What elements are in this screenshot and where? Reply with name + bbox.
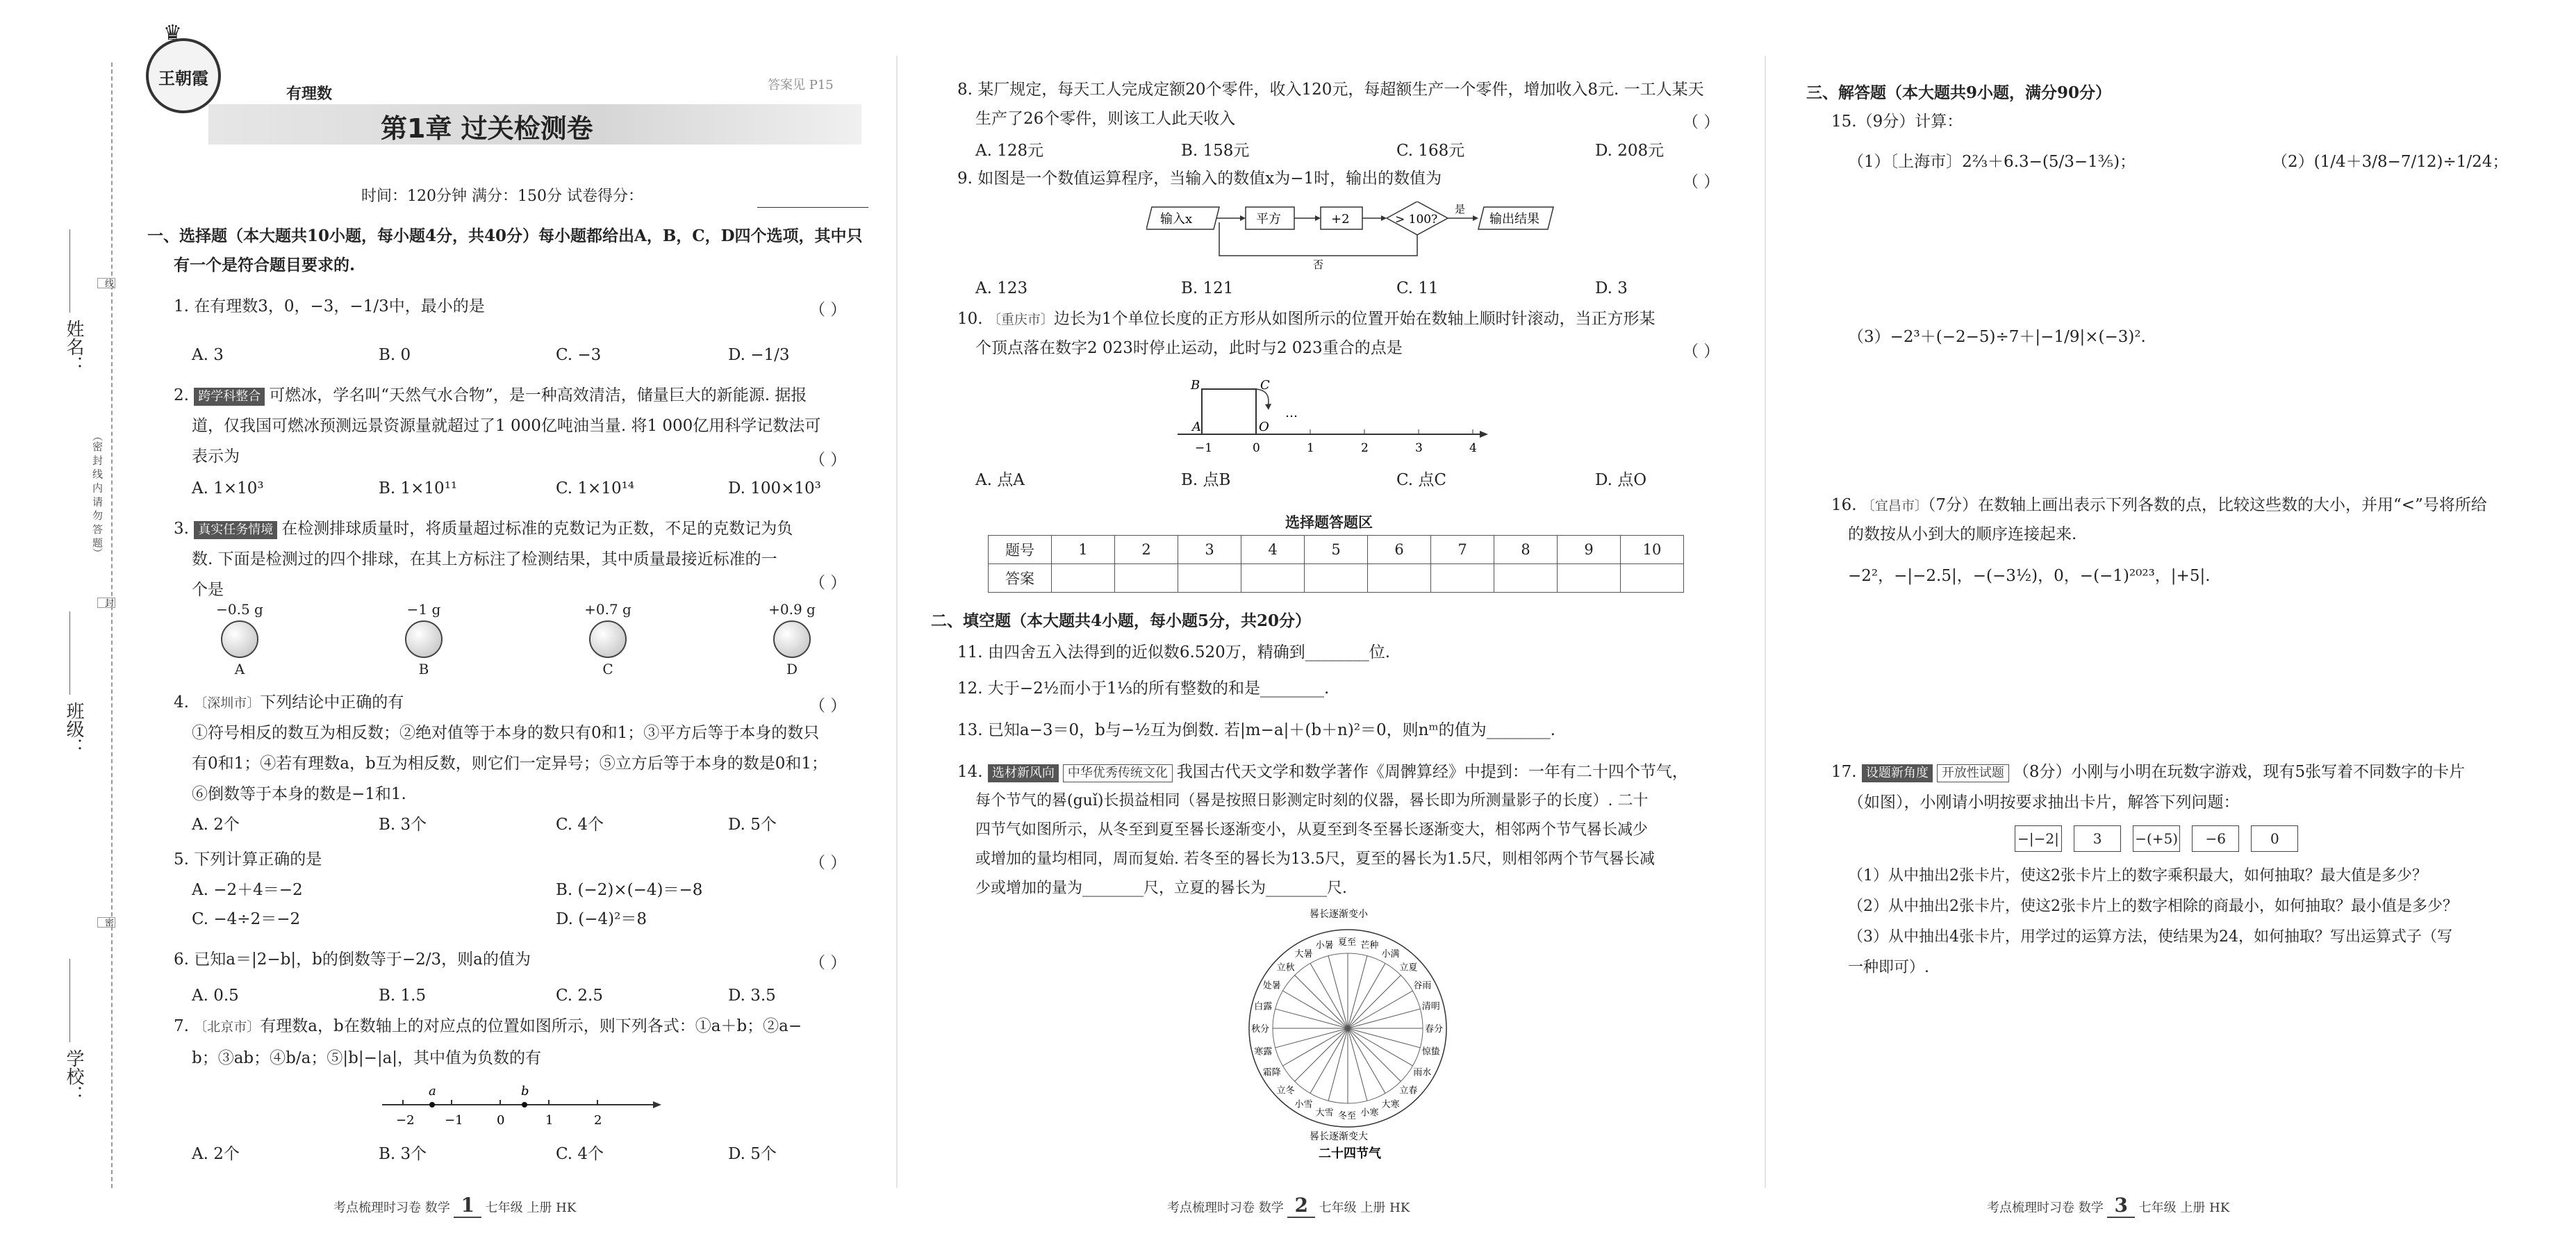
page-3-footer (1987, 1194, 2229, 1217)
q16-text-1: （7分）在数轴上画出表示下列各数的点，比较这些数的大小，并用“<”号将所给 (1927, 496, 2487, 514)
answer-cell[interactable] (1558, 564, 1621, 593)
answer-table-header-row (989, 536, 1684, 564)
seal-mark-mi: 密 (97, 917, 115, 928)
q4-line-3: ⑥倒数等于本身的数是−1和1. (192, 785, 406, 803)
page-2-footer (1167, 1194, 1410, 1217)
axis-tick-label: 0 (497, 1113, 505, 1128)
table-cell: 5 (1305, 536, 1368, 564)
q17-sub-3: （3）从中抽出4张卡片，用学过的运算方法，使结果为24，如何抽取？写出运算式子（写 (1848, 928, 2452, 946)
q15-part-2[interactable]: （2）(1/4＋3/8−7/12)÷1/24； (2272, 153, 2509, 171)
wheel-spoke (1275, 1028, 1348, 1048)
seal-mark-feng: 封 (97, 598, 115, 608)
ball-c-weight: +0.7 g (584, 601, 631, 618)
table-cell: 题号 (989, 536, 1052, 564)
q9-option-c[interactable]: C. 11 (1396, 279, 1439, 297)
logo-text: 王朝霞 (158, 68, 208, 88)
section-1-heading-2: 有一个是符合题目要求的. (174, 256, 356, 274)
table-cell: 2 (1115, 536, 1178, 564)
axis-tick-label: 2 (1361, 441, 1369, 455)
solar-term-label: 霜降 (1262, 1067, 1281, 1078)
section-2-heading: 二、填空题（本大题共4小题，每小题5分，共20分） (931, 611, 1312, 630)
q7-line-2: b；③ab；④b/a；⑤|b|−|a|，其中值为负数的有 (192, 1049, 542, 1067)
q10-option-d[interactable]: D. 点O (1595, 471, 1647, 489)
solar-term-label: 雨水 (1413, 1067, 1432, 1078)
solar-term-label: 小满 (1381, 948, 1400, 960)
footer-right: 七年级 上册 HK (485, 1201, 577, 1215)
q1-option-b[interactable]: B. 0 (379, 346, 411, 364)
q14-tag-1: 选材新风向 (988, 764, 1059, 782)
wheel-spoke (1328, 1028, 1348, 1101)
q3-text-1: 在检测排球质量时，将质量超过标准的克数记为正数，不足的克数记为负 (281, 520, 793, 538)
solar-term-label: 夏至 (1338, 937, 1357, 948)
wheel-spoke (1348, 1028, 1413, 1066)
q5-option-c[interactable]: C. −4÷2＝−2 (192, 910, 301, 928)
solar-term-label: 大暑 (1294, 948, 1313, 960)
wheel-spokes (1273, 953, 1423, 1103)
q4-answer-paren[interactable]: （ ） (809, 697, 847, 715)
q8-option-c[interactable]: C. 168元 (1396, 142, 1465, 160)
solar-term-label: 立春 (1399, 1085, 1418, 1096)
flow-output: 输出结果 (1489, 212, 1539, 227)
ball-d-label: D (786, 661, 798, 677)
q17-sub-4: 一种即可）. (1848, 959, 1929, 976)
answer-cell[interactable] (1621, 564, 1684, 593)
q10-option-b[interactable]: B. 点B (1181, 471, 1231, 489)
table-cell: 3 (1178, 536, 1241, 564)
q9-option-b[interactable]: B. 121 (1181, 279, 1234, 297)
footer-left: 考点梳理时习卷 数学 (333, 1201, 450, 1215)
q17-line-1: 17. 设题新角度 开放性试题 （8分）小刚与小明在玩数字游戏，现有5张写着不同数字的卡片 (1831, 763, 2466, 781)
q9-option-a[interactable]: A. 123 (975, 279, 1028, 297)
page-divider (1765, 56, 1766, 1188)
ball-b-label: B (418, 661, 429, 677)
q3-answer-paren[interactable]: （ ） (809, 574, 847, 592)
wheel-spoke (1348, 991, 1413, 1028)
q2-line-2: 道，仅我国可燃冰预测远景资源量就超过了1 000亿吨油当量. 将1 000亿用科学记数法可 (192, 417, 821, 435)
seal-note: （密 封 线 内 请 勿 答 题） (91, 431, 104, 559)
answer-table-title: 选择题答题区 (1285, 514, 1373, 531)
q3-line-1: 3. 真实任务情境 在检测排球质量时，将质量超过标准的克数记为正数，不足的克数记为负 (174, 520, 793, 538)
q11[interactable]: 11. 由四舍五入法得到的近似数6.520万，精确到________位. (957, 643, 1391, 661)
q1-option-a[interactable]: A. 3 (192, 346, 224, 364)
solar-term-label: 立秋 (1276, 962, 1295, 973)
q14-tag-2: 中华优秀传统文化 (1063, 764, 1173, 782)
q10-option-c[interactable]: C. 点C (1396, 471, 1446, 489)
axis-tick-label: 4 (1469, 441, 1477, 455)
solar-term-label: 惊蛰 (1421, 1046, 1440, 1057)
q2-option-b[interactable]: B. 1×10¹¹ (379, 479, 458, 497)
school-label: 学校： (63, 1049, 84, 1103)
wheel-spoke (1295, 1028, 1348, 1081)
q8-answer-paren[interactable]: （ ） (1683, 113, 1720, 131)
axis-tick-label: 2 (594, 1113, 602, 1128)
q10-option-a[interactable]: A. 点A (975, 471, 1025, 489)
q6-option-c[interactable]: C. 2.5 (556, 987, 603, 1005)
table-cell: 10 (1621, 536, 1684, 564)
q17-cards (2015, 825, 2306, 852)
ellipsis: … (1285, 406, 1298, 420)
q1-option-c[interactable]: C. −3 (556, 346, 602, 364)
ball-a-weight: −0.5 g (216, 601, 263, 618)
axis-tick-label: 1 (1307, 441, 1314, 455)
table-cell: 9 (1558, 536, 1621, 564)
footer-left: 考点梳理时习卷 数学 (1987, 1201, 2104, 1215)
q2-line-3: 表示为 (192, 447, 240, 466)
q17-sub-1: （1）从中抽出2张卡片，使这2张卡片上的数字乘积最大，如何抽取？最大值是多少？ (1848, 867, 2427, 884)
q5-option-d[interactable]: D. (−4)²＝8 (556, 910, 647, 928)
q2-answer-paren[interactable]: （ ） (809, 451, 847, 469)
q16-city: 〔宜昌市〕 (1861, 498, 1928, 513)
q16-line-1: 16. 〔宜昌市〕（7分）在数轴上画出表示下列各数的点，比较这些数的大小，并用“<”号将所给 (1831, 496, 2487, 514)
wheel-spoke (1328, 956, 1348, 1028)
answer-cell[interactable] (1494, 564, 1558, 593)
q9-stem: 9. 如图是一个数值运算程序，当输入的数值x为−1时，输出的数值为 (957, 170, 1442, 188)
solar-term-label: 寒露 (1254, 1046, 1273, 1057)
wheel-spoke (1282, 1028, 1348, 1066)
q16-line-3[interactable]: −2²，−|−2.5|，−(−3½)，0，−(−1)²⁰²³，|+5|. (1848, 567, 2211, 585)
q17-sub-2: （2）从中抽出2张卡片，使这2张卡片上的数字相除的商最小，如何抽取？最小值是多少？ (1848, 898, 2458, 915)
axis-tick-label: −2 (396, 1113, 415, 1128)
wheel-body (1249, 930, 1446, 1127)
axis-tick-label: 3 (1415, 441, 1423, 455)
q6-option-b[interactable]: B. 1.5 (379, 987, 427, 1005)
q7-option-b[interactable]: B. 3个 (379, 1145, 427, 1163)
answer-cell[interactable] (1431, 564, 1494, 593)
q3-tag: 真实任务情境 (194, 521, 277, 539)
q8-option-b[interactable]: B. 158元 (1181, 142, 1250, 160)
number-card[interactable]: 0 (2251, 825, 2298, 852)
number-card[interactable]: −(+5) (2133, 825, 2180, 852)
solar-term-label: 冬至 (1338, 1111, 1357, 1121)
q10-city: 〔重庆市〕 (987, 312, 1054, 327)
ball-c (577, 601, 639, 677)
q14-line-3: 四节气如图所示，从冬至到夏至晷长逐渐变小，从夏至到冬至晷长逐渐变大，相邻两个节气晷长减少 (975, 821, 1649, 839)
axis-tick-label: 0 (1253, 441, 1260, 455)
wheel-spoke (1348, 1028, 1367, 1101)
q4-option-a[interactable]: A. 2个 (192, 816, 240, 834)
solar-terms-wheel (1244, 903, 1452, 1160)
q14-text-1: 我国古代天文学和数学著作《周髀算经》中提到：一年有二十四个节气， (1176, 763, 1688, 781)
q10-answer-paren[interactable]: （ ） (1683, 343, 1720, 361)
wheel-spoke (1310, 1028, 1348, 1094)
q9-answer-paren[interactable]: （ ） (1683, 173, 1720, 191)
volleyball-icon (405, 620, 443, 658)
q5-answer-paren[interactable]: （ ） (809, 854, 847, 872)
point-b-label: B (1191, 378, 1200, 393)
q7-line-1: 7. 〔北京市〕有理数a，b在数轴上的对应点的位置如图所示，则下列各式：①a＋b；②a− (174, 1017, 802, 1035)
answer-ref: 答案见 P15 (768, 78, 834, 92)
q8-line-2: 生产了26个零件，则该工人此天收入 (975, 110, 1236, 128)
wheel-bottom-label: 晷长逐渐变大 (1310, 1131, 1368, 1142)
q2-option-a[interactable]: A. 1×10³ (192, 479, 264, 497)
page-number: 1 (454, 1194, 481, 1218)
q7-option-c[interactable]: C. 4个 (556, 1145, 604, 1163)
wheel-spoke (1348, 1028, 1420, 1048)
logo (146, 38, 221, 113)
q4-line-1: ①符号相反的数互为相反数；②绝对值等于本身的数只有0和1；③平方后等于本身的数只 (192, 724, 820, 742)
wheel-spoke (1348, 956, 1367, 1028)
q15-stem: 15.（9分）计算： (1831, 113, 1963, 131)
q4-option-b[interactable]: B. 3个 (379, 816, 427, 834)
ball-d-weight: +0.9 g (768, 601, 816, 618)
q1-answer-paren[interactable]: （ ） (809, 301, 847, 319)
ball-b-weight: −1 g (406, 601, 441, 618)
name-label: 姓名： (63, 320, 84, 374)
q2-tag: 跨学科整合 (194, 388, 265, 406)
exam-meta: 时间：120分钟 满分：150分 试卷得分： (361, 188, 643, 205)
answer-cell[interactable] (1052, 564, 1115, 593)
page-number: 3 (2107, 1194, 2134, 1218)
ball-d (761, 601, 823, 677)
number-card[interactable]: −|−2| (2015, 825, 2062, 852)
answer-table (988, 535, 1684, 593)
axis-tick-label: −1 (445, 1113, 463, 1128)
volleyball-icon (221, 620, 258, 658)
ball-a (208, 601, 271, 677)
ball-c-label: C (602, 661, 613, 677)
volleyball-icon (589, 620, 627, 658)
footer-right: 七年级 上册 HK (2138, 1201, 2230, 1215)
q1-option-d[interactable]: D. −1/3 (728, 346, 790, 364)
q9-flowchart (1146, 201, 1563, 271)
solar-term-label: 芒种 (1360, 940, 1379, 951)
footer-left: 考点梳理时习卷 数学 (1167, 1201, 1284, 1215)
table-cell: 1 (1052, 536, 1115, 564)
class-line[interactable] (69, 611, 70, 695)
school-line[interactable] (69, 959, 70, 1042)
q14-line-2: 每个节气的晷(guǐ)长损益相同（晷是按照日影测定时刻的仪器，晷长即为所测量影子的长度）. 二十 (975, 792, 1649, 809)
flow-add: +2 (1331, 212, 1350, 227)
q8-line-1: 8. 某厂规定，每天工人完成定额20个零件，收入120元，每超额生产一个零件，增加收入8元. 一工人某天 (957, 81, 1704, 99)
q1-stem: 1. 在有理数3，0，−3，−1/3中，最小的是 (174, 297, 485, 315)
answer-cell[interactable] (1368, 564, 1431, 593)
q15-part-3[interactable]: （3）−2³＋(−2−5)÷7＋|−1/9|×(−3)². (1848, 328, 2146, 346)
table-cell: 答案 (989, 564, 1052, 593)
q4-option-d[interactable]: D. 5个 (728, 816, 777, 834)
q7-number-line (375, 1084, 667, 1133)
q17-text-1: （8分）小刚与小明在玩数字游戏，现有5张写着不同数字的卡片 (2013, 763, 2466, 781)
q9-option-d[interactable]: D. 3 (1595, 279, 1628, 297)
q12[interactable]: 12. 大于−2½而小于1⅓的所有整数的和是________. (957, 680, 1330, 698)
wheel-spoke (1282, 991, 1348, 1028)
q3-volleyball-figure (208, 601, 834, 684)
solar-term-label: 大雪 (1315, 1108, 1334, 1119)
q7-option-d[interactable]: D. 5个 (728, 1145, 777, 1163)
q4-stem: 4. 〔深圳市〕下列结论中正确的有 (174, 693, 404, 711)
q17-tag-1: 设题新角度 (1862, 764, 1933, 782)
point-a-label: A (1192, 420, 1201, 434)
wheel-top-label: 晷长逐渐变小 (1310, 909, 1368, 920)
number-card[interactable]: −6 (2192, 825, 2239, 852)
point-c-label: C (1260, 378, 1270, 393)
q6-answer-paren[interactable]: （ ） (809, 954, 847, 972)
q8-option-d[interactable]: D. 208元 (1595, 142, 1665, 160)
solar-term-label: 谷雨 (1413, 980, 1432, 991)
table-cell: 6 (1368, 536, 1431, 564)
ball-a-label: A (234, 661, 245, 677)
solar-term-label: 小暑 (1315, 940, 1334, 951)
ball-b (393, 601, 455, 677)
q2-option-c[interactable]: C. 1×10¹⁴ (556, 479, 635, 497)
q6-option-a[interactable]: A. 0.5 (192, 987, 239, 1005)
q6-stem: 6. 已知a＝|2−b|，b的倒数等于−2/3，则a的值为 (174, 950, 531, 969)
solar-term-label: 立冬 (1276, 1085, 1295, 1096)
q4-stem-text: 下列结论中正确的有 (260, 693, 404, 711)
answer-cell[interactable] (1178, 564, 1241, 593)
q5-option-a[interactable]: A. −2＋4＝−2 (192, 881, 303, 899)
flow-condition: > 100? (1395, 213, 1438, 227)
flow-yes: 是 (1455, 203, 1466, 215)
q7-city: 〔北京市〕 (194, 1019, 261, 1035)
q7-option-a[interactable]: A. 2个 (192, 1145, 240, 1163)
page-title: 第1章 过关检测卷 (381, 113, 593, 144)
flow-square: 平方 (1256, 212, 1281, 227)
q13[interactable]: 13. 已知a−3＝0，b与−½互为倒数. 若|m−a|＋(b＋n)²＝0，则nᵐ的值为________. (957, 721, 1555, 739)
solar-term-label: 白露 (1254, 1001, 1273, 1012)
solar-term-label: 处暑 (1262, 980, 1281, 991)
flow-no: 否 (1313, 258, 1324, 271)
section-3-heading: 三、解答题（本大题共9小题，满分90分） (1806, 83, 2112, 102)
wheel-spoke (1295, 976, 1348, 1028)
name-line[interactable] (69, 229, 70, 313)
q8-option-a[interactable]: A. 128元 (975, 142, 1044, 160)
page-number: 2 (1287, 1194, 1314, 1218)
q14-line-4: 或增加的量均相同，周而复始. 若冬至的晷长为13.5尺，夏至的晷长为1.5尺，则相邻两个节气晷长减 (975, 850, 1655, 868)
solar-term-label: 立夏 (1399, 962, 1418, 973)
q17-tag-2: 开放性试题 (1937, 764, 2009, 782)
q10-text-1: 边长为1个单位长度的正方形从如图所示的位置开始在数轴上顺时针滚动，当正方形某 (1053, 310, 1656, 328)
page-divider (896, 56, 898, 1188)
q6-option-d[interactable]: D. 3.5 (728, 987, 776, 1005)
solar-term-label: 春分 (1425, 1024, 1444, 1035)
point-b-label: b (521, 1084, 529, 1098)
q5-option-b[interactable]: B. (−2)×(−4)＝−8 (556, 881, 703, 899)
answer-cell[interactable] (1241, 564, 1305, 593)
unit-name: 有理数 (286, 85, 333, 103)
wheel-spoke (1348, 1028, 1401, 1081)
answer-table-answer-row (989, 564, 1684, 593)
q16-line-2: 的数按从小到大的顺序连接起来. (1848, 525, 2077, 543)
class-label: 班级： (63, 702, 84, 756)
wheel-spoke (1348, 976, 1401, 1028)
crown-icon: ♛ (163, 21, 182, 45)
q2-line-1: 2. 跨学科整合 可燃冰，学名叫“天然气水合物”，是一种高效清洁，储量巨大的新能源. 据报 (174, 386, 807, 404)
wheel-spoke (1348, 963, 1385, 1028)
q2-option-d[interactable]: D. 100×10³ (728, 479, 821, 497)
q3-line-3: 个是 (192, 581, 224, 599)
axis-tick-label: 1 (545, 1113, 554, 1128)
point-o-label: O (1259, 420, 1269, 434)
q5-stem: 5. 下列计算正确的是 (174, 850, 322, 869)
flow-input: 输入x (1160, 212, 1193, 227)
q10-line-1: 10. 〔重庆市〕边长为1个单位长度的正方形从如图所示的位置开始在数轴上顺时针滚动，当正方形某 (957, 310, 1656, 328)
table-cell: 8 (1494, 536, 1558, 564)
wheel-spoke (1275, 1009, 1348, 1028)
point-a-label: a (429, 1084, 436, 1098)
solar-term-label: 小寒 (1360, 1108, 1379, 1119)
q14-line-1: 14. 选材新风向 中华优秀传统文化 我国古代天文学和数学著作《周髀算经》中提到：一年有二十四个节气， (957, 763, 1688, 781)
q3-line-2: 数. 下面是检测过的四个排球，在其上方标注了检测结果，其中质量最接近标准的一 (192, 550, 777, 568)
q10-line-2: 个顶点落在数字2 023时停止运动，此时与2 023重合的点是 (975, 339, 1403, 357)
solar-term-label: 大寒 (1381, 1099, 1400, 1110)
q10-rolling-square-figure (1174, 368, 1494, 459)
q17-line-2: （如图），小刚请小明按要求抽出卡片，解答下列问题： (1848, 793, 2240, 812)
q4-line-2: 有0和1；④若有理数a，b互为相反数，则它们一定异号；⑤立方后等于本身的数是0和1； (192, 755, 827, 773)
table-cell: 7 (1431, 536, 1494, 564)
q4-option-c[interactable]: C. 4个 (556, 816, 604, 834)
solar-term-label: 秋分 (1251, 1024, 1270, 1035)
wheel-caption: 二十四节气 (1319, 1146, 1381, 1160)
seal-mark-line: 线 (97, 278, 115, 288)
solar-term-label: 清明 (1421, 1001, 1440, 1012)
axis-tick-label: −1 (1195, 441, 1213, 455)
page-1-footer (333, 1194, 576, 1217)
q7-text-1: 有理数a，b在数轴上的对应点的位置如图所示，则下列各式：①a＋b；②a− (260, 1017, 802, 1035)
table-cell: 4 (1241, 536, 1305, 564)
volleyball-icon (773, 620, 811, 658)
section-1-heading: 一、选择题（本大题共10小题，每小题4分，共40分）每小题都给出A，B，C，D四个选项，其中只 (147, 227, 863, 245)
answer-cell[interactable] (1305, 564, 1368, 593)
solar-term-label: 小雪 (1294, 1099, 1313, 1110)
wheel-spoke (1310, 963, 1348, 1028)
wheel-spoke (1348, 1009, 1420, 1028)
q14-line-5[interactable]: 少或增加的量为________尺，立夏的晷长为________尺. (975, 880, 1347, 897)
q2-text-1: 可燃冰，学名叫“天然气水合物”，是一种高效清洁，储量巨大的新能源. 据报 (269, 386, 807, 404)
q15-part-1[interactable]: （1）〔上海市〕2⅔＋6.3−(5/3−1⅗)； (1848, 153, 2136, 171)
q4-city: 〔深圳市〕 (194, 695, 261, 711)
wheel-spoke (1348, 1028, 1385, 1094)
footer-right: 七年级 上册 HK (1319, 1201, 1410, 1215)
answer-cell[interactable] (1115, 564, 1178, 593)
score-field[interactable] (757, 207, 868, 208)
number-card[interactable]: 3 (2074, 825, 2121, 852)
binding-line (111, 63, 113, 1188)
